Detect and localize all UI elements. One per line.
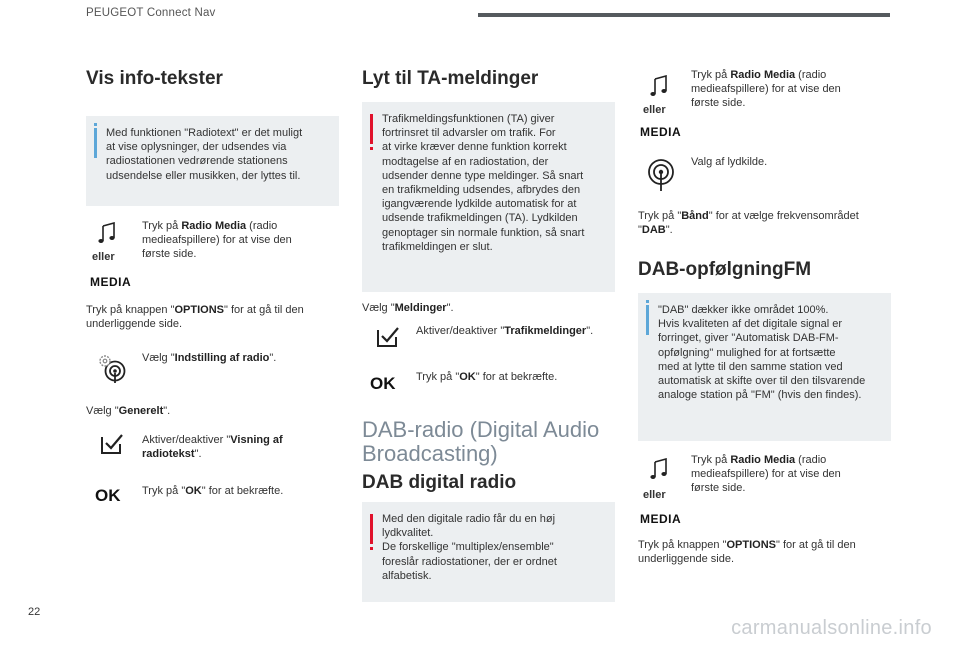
section-title-dab: DAB digital radio	[362, 472, 517, 493]
or-label: eller	[643, 489, 666, 501]
media-button[interactable]: MEDIA	[640, 512, 682, 526]
info-box-radiotext	[86, 116, 339, 206]
ok-confirm-text: Tryk på "OK" for at bekræfte.	[142, 485, 284, 497]
audio-source-text: Valg af lydkilde.	[691, 156, 768, 168]
header-brand: PEUGEOT Connect Nav	[86, 7, 216, 19]
info-text: "DAB" dækker ikke området 100%. Hvis kvaliteten af det digitale signal er forringet, giver "Automatisk DAB-FM- opfølgning" mulighed for at fortsætte med at lytte til den samme station ved automatisk at skifte over til den tilsvarende analoge station på "FM" (hvis den findes).	[658, 304, 866, 402]
media-step-text: Tryk på Radio Media (radio medieafspillere) for at vise den første side.	[691, 69, 841, 110]
info-mark-icon	[94, 128, 97, 158]
ok-button[interactable]: OK	[370, 374, 396, 393]
warning-mark-icon	[370, 514, 373, 544]
media-step-text: Tryk på Radio Media (radio medieafspillere) for at vise den første side.	[691, 454, 841, 495]
or-label: eller	[92, 251, 115, 263]
warning-text: Trafikmeldingsfunktionen (TA) giver fortrinsret til advarsler om trafik. For at virke kræver denne funktion korrekt modtagelse af en radiostation, der udsender denne type meldinger. Så snart en trafikmelding udsendes, afbrydes den igangværende lydkilde automatisk for at udsende trafikmeldingen (TA). Lydkilden genoptager sin normale funktion, så snart trafikmeldingen er slut.	[382, 113, 585, 253]
ok-button[interactable]: OK	[95, 486, 121, 505]
band-step-text: Tryk på "Bånd" for at vælge frekvensområdet "DAB".	[638, 210, 859, 237]
info-box-dab-fm	[638, 293, 891, 441]
select-announcements-text: Vælg "Meldinger".	[362, 302, 454, 314]
select-settings-text: Vælg "Indstilling af radio".	[142, 352, 277, 364]
checkbox-icon[interactable]	[376, 326, 400, 348]
toggle-radiotext-text: Aktiver/deaktiver "Visning af radiotekst".	[142, 434, 283, 461]
warning-box-dab	[362, 502, 615, 602]
music-note-icon	[98, 222, 116, 244]
header-bar	[478, 13, 890, 17]
info-mark-icon	[646, 305, 649, 335]
section-title-info-texts: Vis info-tekster	[86, 68, 223, 89]
music-note-icon	[650, 458, 668, 480]
media-step-text: Tryk på Radio Media (radio medieafspillere) for at vise den første side.	[142, 220, 292, 261]
options-step-text: Tryk på knappen "OPTIONS" for at gå til den underliggende side.	[638, 539, 856, 566]
warning-text: Med den digitale radio får du en høj lydkvalitet. De forskellige "multiplex/ensemble" foreslår radiostationer, der er ordnet alfabetisk.	[382, 513, 557, 582]
ok-confirm-text: Tryk på "OK" for at bekræfte.	[416, 371, 558, 383]
media-button[interactable]: MEDIA	[640, 125, 682, 139]
radio-settings-icon	[96, 352, 128, 384]
checkbox-icon[interactable]	[100, 433, 124, 455]
watermark: carmanualsonline.info	[731, 617, 932, 639]
media-button[interactable]: MEDIA	[90, 275, 132, 289]
or-label: eller	[643, 104, 666, 116]
section-title-ta: Lyt til TA-meldinger	[362, 68, 539, 89]
music-note-icon	[650, 75, 668, 97]
audio-source-icon[interactable]	[646, 158, 676, 192]
warning-mark-icon	[370, 114, 373, 144]
section-title-dab-fm: DAB-opfølgningFM	[638, 259, 812, 280]
warning-box-ta	[362, 102, 615, 292]
dab-chapter-title: DAB-radio (Digital Audio Broadcasting)	[362, 417, 600, 466]
options-step-text: Tryk på knappen "OPTIONS" for at gå til den underliggende side.	[86, 304, 304, 331]
info-text: Med funktionen "Radiotext" er det muligt at vise oplysninger, der udsendes via radiostationen vedrørende stationens udsendelse eller musikken, der lyttes til.	[106, 127, 303, 182]
toggle-traffic-text: Aktiver/deaktiver "Trafikmeldinger".	[416, 325, 594, 337]
select-general-text: Vælg "Generelt".	[86, 405, 171, 417]
page-number: 22	[28, 606, 41, 618]
